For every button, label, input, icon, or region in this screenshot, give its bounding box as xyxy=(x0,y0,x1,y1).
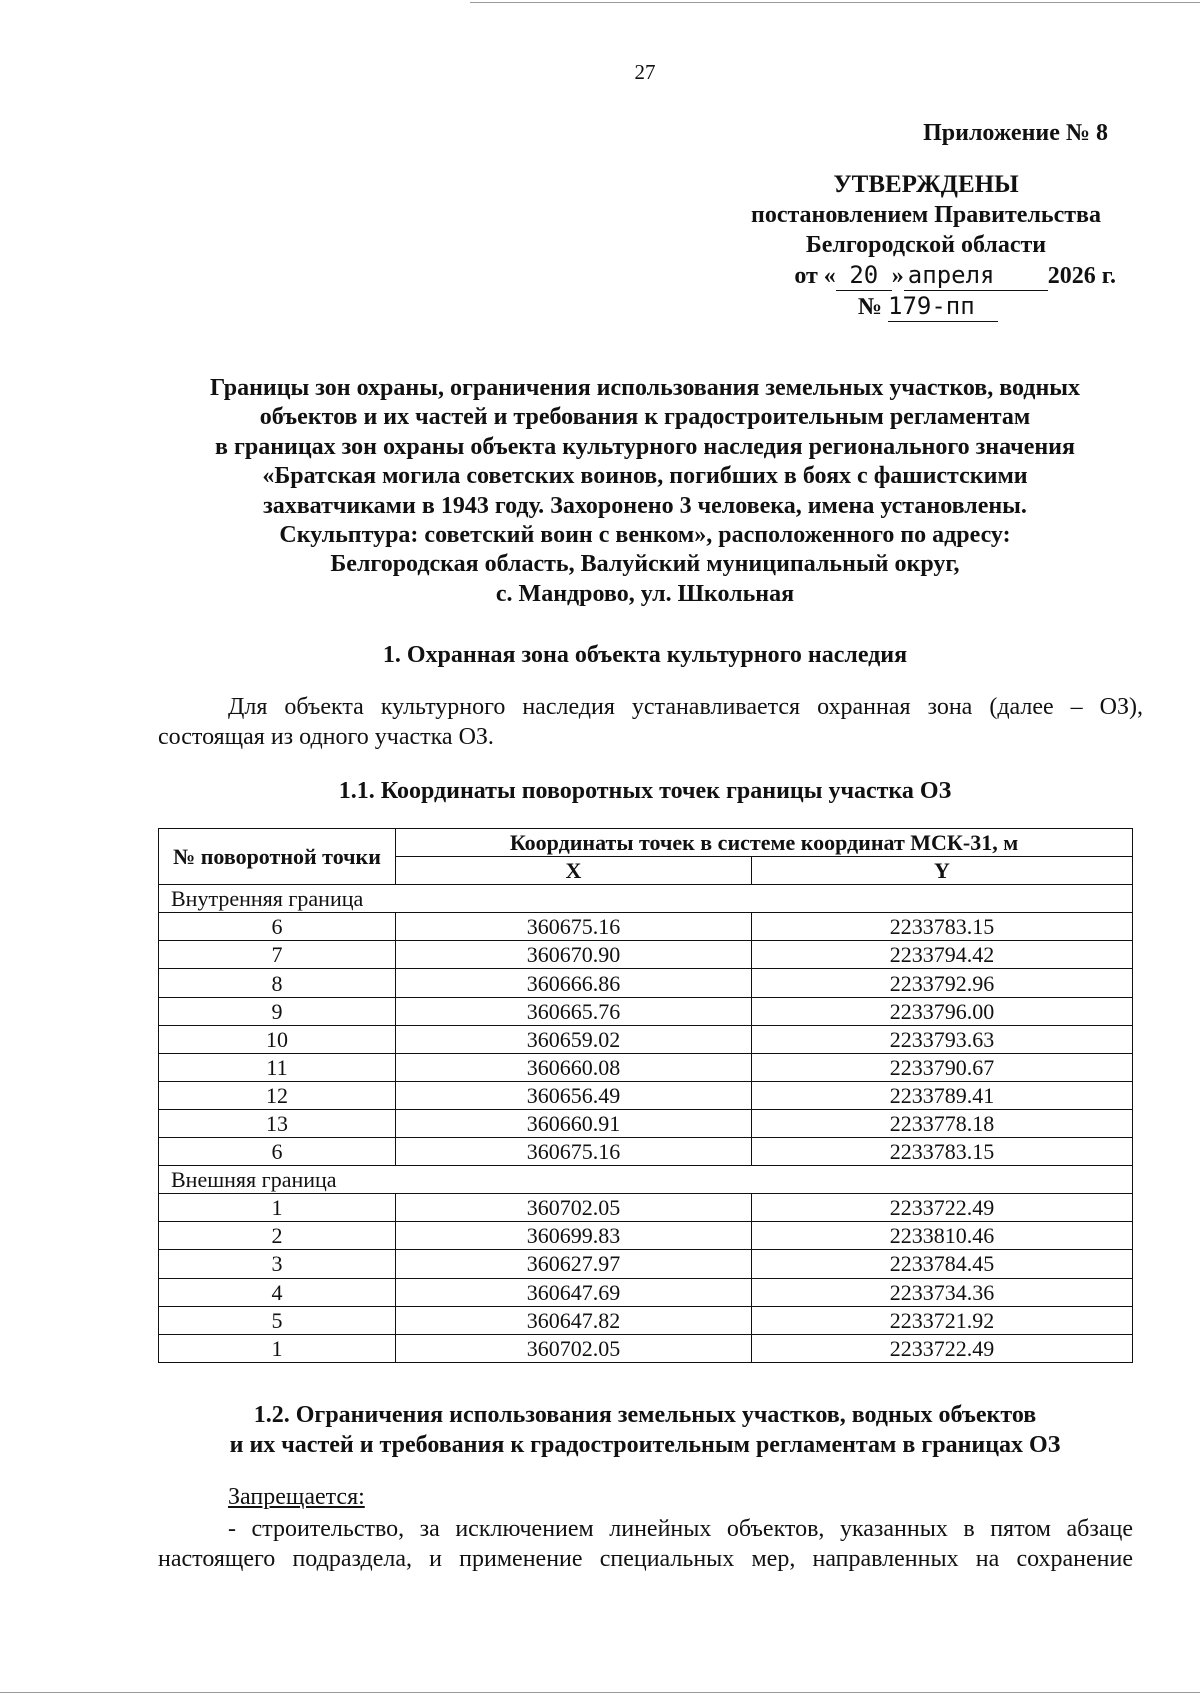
cell-y: 2233778.18 xyxy=(752,1109,1133,1137)
cell-y: 2233783.15 xyxy=(752,1138,1133,1166)
cell-x: 360627.97 xyxy=(396,1250,752,1278)
table-row xyxy=(159,969,1133,997)
cell-point: 6 xyxy=(159,1138,396,1166)
cell-x: 360666.86 xyxy=(396,969,752,997)
cell-x: 360675.16 xyxy=(396,913,752,941)
header-y: Y xyxy=(752,857,1133,885)
cell-point: 4 xyxy=(159,1278,396,1306)
subsection-1-2-heading xyxy=(150,1400,1140,1460)
cell-point: 5 xyxy=(159,1306,396,1334)
cell-y: 2233790.67 xyxy=(752,1053,1133,1081)
approval-date xyxy=(656,260,1116,291)
approval-line-1: постановлением Правительства xyxy=(750,202,1101,228)
section-1-paragraph xyxy=(158,692,1143,752)
subsection-1-1-heading: 1.1. Координаты поворотных точек границы участка ОЗ xyxy=(338,778,952,804)
paragraph-line: Для объекта культурного наследия устанавливается охранная зона (далее – ОЗ), xyxy=(228,694,1143,720)
cell-y: 2233810.46 xyxy=(752,1222,1133,1250)
cell-point: 1 xyxy=(159,1334,396,1362)
cell-point: 8 xyxy=(159,969,396,997)
document-title xyxy=(150,374,1140,609)
cell-x: 360647.82 xyxy=(396,1306,752,1334)
number-value: 179-пп xyxy=(888,291,998,322)
approval-line-2: Белгородской области xyxy=(805,232,1047,258)
title-line: «Братская могила советских воинов, погибших в боях с фашистскими xyxy=(262,463,1028,490)
prohibited-label: Запрещается: xyxy=(228,1484,365,1510)
section-1-heading: 1. Охранная зона объекта культурного наследия xyxy=(382,642,908,668)
prohibited-paragraph xyxy=(158,1514,1133,1574)
cell-x: 360670.90 xyxy=(396,941,752,969)
cell-point: 7 xyxy=(159,941,396,969)
title-line: Скульптура: советский воин с венком», расположенного по адресу: xyxy=(279,522,1011,549)
cell-y: 2233794.42 xyxy=(752,941,1133,969)
title-line: с. Мандрово, ул. Школьная xyxy=(495,580,795,607)
cell-point: 3 xyxy=(159,1250,396,1278)
table-row xyxy=(159,1138,1133,1166)
cell-y: 2233722.49 xyxy=(752,1194,1133,1222)
header-point-number: № поворотной точки xyxy=(159,829,396,885)
scan-edge-bottom xyxy=(0,1692,1200,1693)
heading-line: и их частей и требования к градостроительным регламентам в границах ОЗ xyxy=(229,1432,1061,1458)
paragraph-line: - строительство, за исключением линейных объектов, указанных в пятом абзаце xyxy=(228,1516,1133,1542)
approved-heading: УТВЕРЖДЕНЫ xyxy=(833,171,1019,198)
table-row xyxy=(159,1109,1133,1137)
date-day: 20 xyxy=(836,260,892,291)
title-line: в границах зон охраны объекта культурного наследия регионального значения xyxy=(214,433,1075,460)
group-row xyxy=(159,885,1133,913)
cell-y: 2233793.63 xyxy=(752,1025,1133,1053)
table-row xyxy=(159,1250,1133,1278)
table-row xyxy=(159,1278,1133,1306)
table-row xyxy=(159,997,1133,1025)
title-line: захватчиками в 1943 году. Захоронено 3 человека, имена установлены. xyxy=(263,492,1027,519)
paragraph-line: состоящая из одного участка ОЗ. xyxy=(158,724,494,750)
title-line: Границы зон охраны, ограничения использования земельных участков, водных xyxy=(209,375,1081,401)
cell-point: 11 xyxy=(159,1053,396,1081)
cell-x: 360699.83 xyxy=(396,1222,752,1250)
page-number: 27 xyxy=(634,60,656,84)
table-row xyxy=(159,1306,1133,1334)
table-row xyxy=(159,913,1133,941)
scan-edge-top xyxy=(470,2,1200,3)
group-label: Внутренняя граница xyxy=(159,885,1133,913)
cell-y: 2233784.45 xyxy=(752,1250,1133,1278)
cell-x: 360659.02 xyxy=(396,1025,752,1053)
cell-x: 360702.05 xyxy=(396,1194,752,1222)
cell-x: 360675.16 xyxy=(396,1138,752,1166)
title-line: Белгородская область, Валуйский муниципальный округ, xyxy=(330,551,960,578)
cell-x: 360665.76 xyxy=(396,997,752,1025)
cell-x: 360660.08 xyxy=(396,1053,752,1081)
coordinates-body xyxy=(159,885,1133,1363)
date-month: апреля xyxy=(904,260,1048,291)
table-row xyxy=(159,1222,1133,1250)
cell-point: 12 xyxy=(159,1081,396,1109)
table-row xyxy=(159,1081,1133,1109)
cell-point: 1 xyxy=(159,1194,396,1222)
table-row xyxy=(159,1194,1133,1222)
cell-y: 2233783.15 xyxy=(752,913,1133,941)
date-mid: » xyxy=(891,263,904,289)
cell-x: 360647.69 xyxy=(396,1278,752,1306)
table-row xyxy=(159,1334,1133,1362)
cell-point: 2 xyxy=(159,1222,396,1250)
cell-x: 360702.05 xyxy=(396,1334,752,1362)
cell-y: 2233796.00 xyxy=(752,997,1133,1025)
table-row xyxy=(159,1053,1133,1081)
table-row xyxy=(159,1025,1133,1053)
date-prefix: от « xyxy=(794,263,836,289)
group-label: Внешняя граница xyxy=(159,1166,1133,1194)
cell-y: 2233792.96 xyxy=(752,969,1133,997)
annex-label: Приложение № 8 xyxy=(923,120,1108,146)
approval-number xyxy=(656,291,1116,322)
header-coordinates: Координаты точек в системе координат МСК-31, м xyxy=(396,829,1133,857)
cell-y: 2233789.41 xyxy=(752,1081,1133,1109)
header-x: X xyxy=(396,857,752,885)
cell-point: 10 xyxy=(159,1025,396,1053)
cell-x: 360656.49 xyxy=(396,1081,752,1109)
heading-line: 1.2. Ограничения использования земельных участков, водных объектов xyxy=(253,1402,1037,1428)
coordinates-table xyxy=(158,828,1133,1363)
cell-y: 2233734.36 xyxy=(752,1278,1133,1306)
cell-y: 2233721.92 xyxy=(752,1306,1133,1334)
group-row xyxy=(159,1166,1133,1194)
title-line: объектов и их частей и требования к градостроительным регламентам xyxy=(259,404,1031,431)
table-row xyxy=(159,941,1133,969)
cell-point: 6 xyxy=(159,913,396,941)
number-prefix: № xyxy=(857,294,882,320)
date-year: 2026 г. xyxy=(1047,263,1116,289)
cell-point: 9 xyxy=(159,997,396,1025)
cell-point: 13 xyxy=(159,1109,396,1137)
approval-block xyxy=(656,118,1116,322)
paragraph-line: настоящего подраздела, и применение специальных мер, направленных на сохранение xyxy=(158,1546,1133,1572)
cell-x: 360660.91 xyxy=(396,1109,752,1137)
cell-y: 2233722.49 xyxy=(752,1334,1133,1362)
